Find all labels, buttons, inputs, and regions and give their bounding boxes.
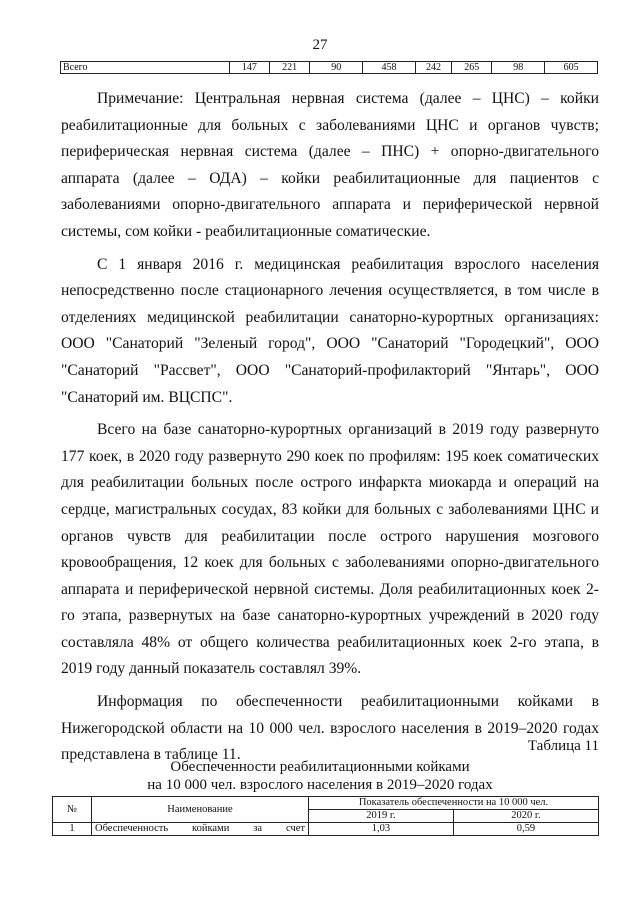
table-header-row bbox=[53, 797, 599, 810]
header-name: Наименование bbox=[92, 797, 309, 823]
total-cell: 265 bbox=[452, 62, 492, 74]
total-label: Всего bbox=[61, 62, 230, 74]
header-indicator: Показатель обеспеченности на 10 000 чел. bbox=[309, 797, 599, 810]
table-label: Таблица 11 bbox=[527, 738, 599, 754]
header-year: 2020 г. bbox=[453, 810, 598, 823]
page-number: 27 bbox=[312, 37, 328, 53]
row-name: Обеспеченность койками за счет bbox=[92, 823, 309, 836]
total-cell: 98 bbox=[492, 62, 545, 74]
table-title-line: Обеспеченности реабилитационными койками bbox=[170, 759, 470, 775]
provision-table bbox=[52, 796, 599, 836]
total-cell: 458 bbox=[363, 62, 416, 74]
paragraph-rehab-2016: С 1 января 2016 г. медицинская реабилитация взрослого населения непосредственно после стационарного лечения осуществляется, в том числе в отделениях медицинской реабилитации санаторно-курортных организациях: ООО "Санаторий "Зеленый город", ООО "Санаторий "Городецкий", ООО "Санаторий "Рассвет", ООО "Санаторий-профилакторий "Янтарь", ООО "Санаторий им. ВЦСПС". bbox=[61, 255, 599, 406]
table-title-line: на 10 000 чел. взрослого населения в 2019–2020 годах bbox=[147, 777, 493, 793]
total-cell: 605 bbox=[545, 62, 598, 74]
totals-table bbox=[60, 61, 598, 74]
table-row bbox=[61, 62, 598, 74]
paragraph-beds: Всего на базе санаторно-курортных организаций в 2019 году развернуто 177 коек, в 2020 году развернуто 290 коек по профилям: 195 коек соматических для реабилитации больных после острого инфаркта миокарда и операций на сердце, магистральных сосудах, 83 койки для больных с заболеваниями ЦНС и органов чувств для реабилитации после острого нарушения мозгового кровообращения, 12 коек для больных с заболеваниями опорно-двигательного аппарата и периферической нервной системы. Доля реабилитационных коек 2-го этапа, развернутых на базе санаторно-курортных учреждений в 2020 году составляла 48% от общего количества реабилитационных коек 2-го этапа, в 2019 году данный показатель составлял 39%. bbox=[61, 421, 599, 678]
table-title bbox=[0, 758, 640, 794]
paragraph-table-intro: Информация по обеспеченности реабилитационными койками в Нижегородской области на 10 000 чел. взрослого населения в 2019–2020 годах представлена в таблице 11. bbox=[61, 693, 599, 764]
total-cell: 90 bbox=[310, 62, 363, 74]
total-cell: 242 bbox=[415, 62, 451, 74]
header-num: № bbox=[53, 797, 92, 823]
total-cell: 221 bbox=[269, 62, 309, 74]
total-cell: 147 bbox=[229, 62, 269, 74]
table-row bbox=[53, 823, 599, 836]
row-value-2019: 1,03 bbox=[309, 823, 454, 836]
header-year: 2019 г. bbox=[309, 810, 454, 823]
body-text bbox=[61, 86, 599, 775]
row-num: 1 bbox=[53, 823, 92, 836]
row-value-2020: 0,59 bbox=[453, 823, 598, 836]
paragraph-note: Примечание: Центральная нервная система (далее – ЦНС) – койки реабилитационные для больных с заболеваниями ЦНС и органов чувств; периферическая нервная система (далее – ПНС) + опорно-двигательного аппарата (далее – ОДА) – койки реабилитационные для пациентов с заболеваниями опорно-двигательного аппарата и периферической нервной системы, сом койки - реабилитационные соматические. bbox=[61, 90, 599, 240]
